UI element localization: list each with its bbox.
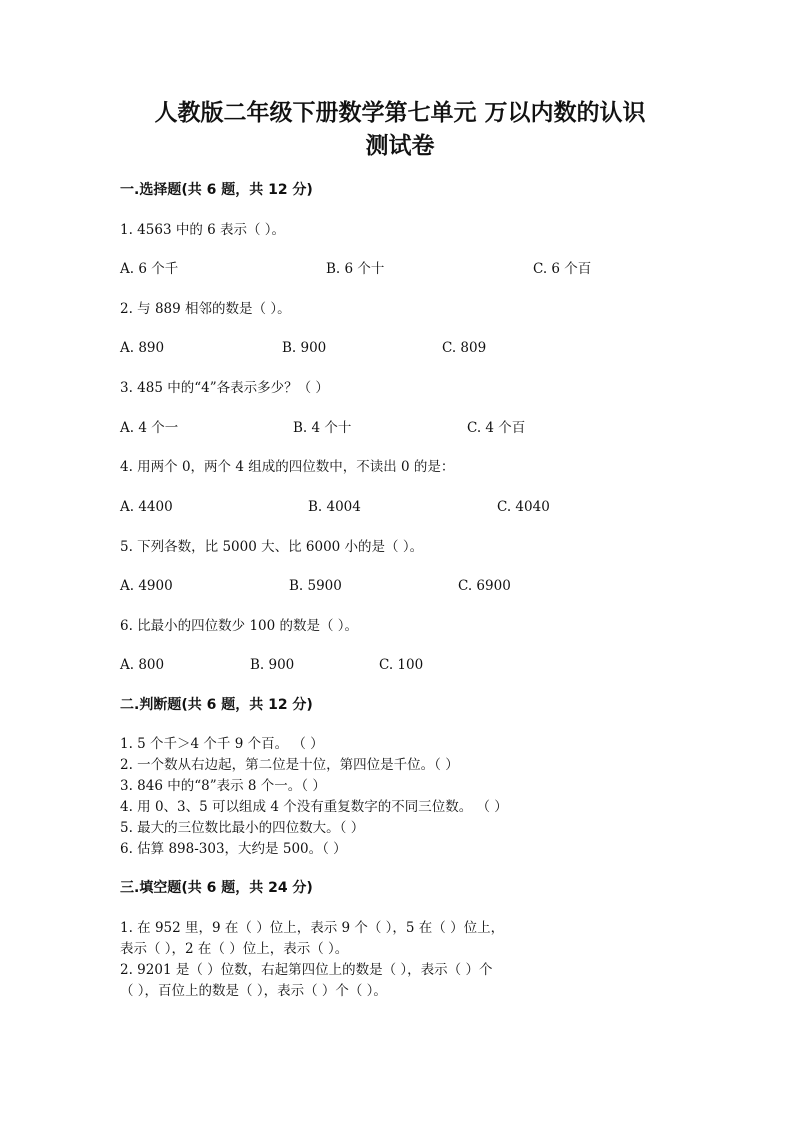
option-c: C. 4 个百	[467, 420, 526, 436]
option-a: A. 890	[120, 340, 165, 356]
judgement-item: 4. 用 0、3、5 可以组成 4 个没有重复数字的不同三位数。 （ ）	[120, 799, 508, 815]
section-heading-choice: 一.选择题(共 6 题，共 12 分)	[120, 182, 313, 198]
option-a: A. 800	[120, 657, 165, 673]
option-b: B. 5900	[289, 578, 342, 594]
option-c: C. 809	[442, 340, 487, 356]
judgement-item: 3. 846 中的“8”表示 8 个一。（ ）	[120, 778, 326, 794]
option-b: B. 4 个十	[293, 420, 352, 436]
option-a: A. 4900	[120, 578, 173, 594]
fill-blank-line: 2. 9201 是（ ）位数，右起第四位上的数是（ ），表示（ ）个	[120, 962, 493, 978]
page-subtitle: 测试卷	[365, 133, 435, 159]
option-c: C. 6900	[458, 578, 511, 594]
option-b: B. 6 个十	[326, 261, 385, 277]
page-title: 人教版二年级下册数学第七单元 万以内数的认识	[154, 100, 646, 126]
option-a: A. 4 个一	[120, 420, 179, 436]
option-b: B. 900	[282, 340, 327, 356]
section-heading-fill-blank: 三.填空题(共 6 题，共 24 分)	[120, 880, 313, 896]
question-stem: 3. 485 中的“4”各表示多少？（ ）	[120, 380, 329, 396]
section-heading-judgement: 二.判断题(共 6 题，共 12 分)	[120, 697, 313, 713]
question-stem: 4. 用两个 0，两个 4 组成的四位数中，不读出 0 的是：	[120, 459, 455, 475]
option-b: B. 4004	[308, 499, 361, 515]
judgement-item: 6. 估算 898-303，大约是 500。（ ）	[120, 841, 347, 857]
option-c: C. 4040	[497, 499, 550, 515]
judgement-item: 2. 一个数从右边起，第二位是十位，第四位是千位。（ ）	[120, 757, 459, 773]
question-stem: 6. 比最小的四位数少 100 的数是（ ）。	[120, 618, 359, 634]
judgement-item: 1. 5 个千＞4 个千 9 个百。 （ ）	[120, 736, 324, 752]
fill-blank-line: （ ），百位上的数是（ ），表示（ ）个（ ）。	[120, 983, 387, 999]
fill-blank-line: 表示（ ），2 在（ ）位上，表示（ ）。	[120, 941, 349, 957]
question-stem: 2. 与 889 相邻的数是（ ）。	[120, 301, 291, 317]
option-b: B. 900	[250, 657, 295, 673]
fill-blank-line: 1. 在 952 里，9 在（ ）位上，表示 9 个（ ），5 在（ ）位上，	[120, 920, 505, 936]
question-stem: 1. 4563 中的 6 表示（ ）。	[120, 222, 286, 238]
option-a: A. 4400	[120, 499, 173, 515]
option-c: C. 6 个百	[533, 261, 592, 277]
option-a: A. 6 个千	[120, 261, 179, 277]
option-c: C. 100	[379, 657, 424, 673]
judgement-item: 5. 最大的三位数比最小的四位数大。（ ）	[120, 820, 365, 836]
question-stem: 5. 下列各数，比 5000 大、比 6000 小的是（ ）。	[120, 539, 424, 555]
